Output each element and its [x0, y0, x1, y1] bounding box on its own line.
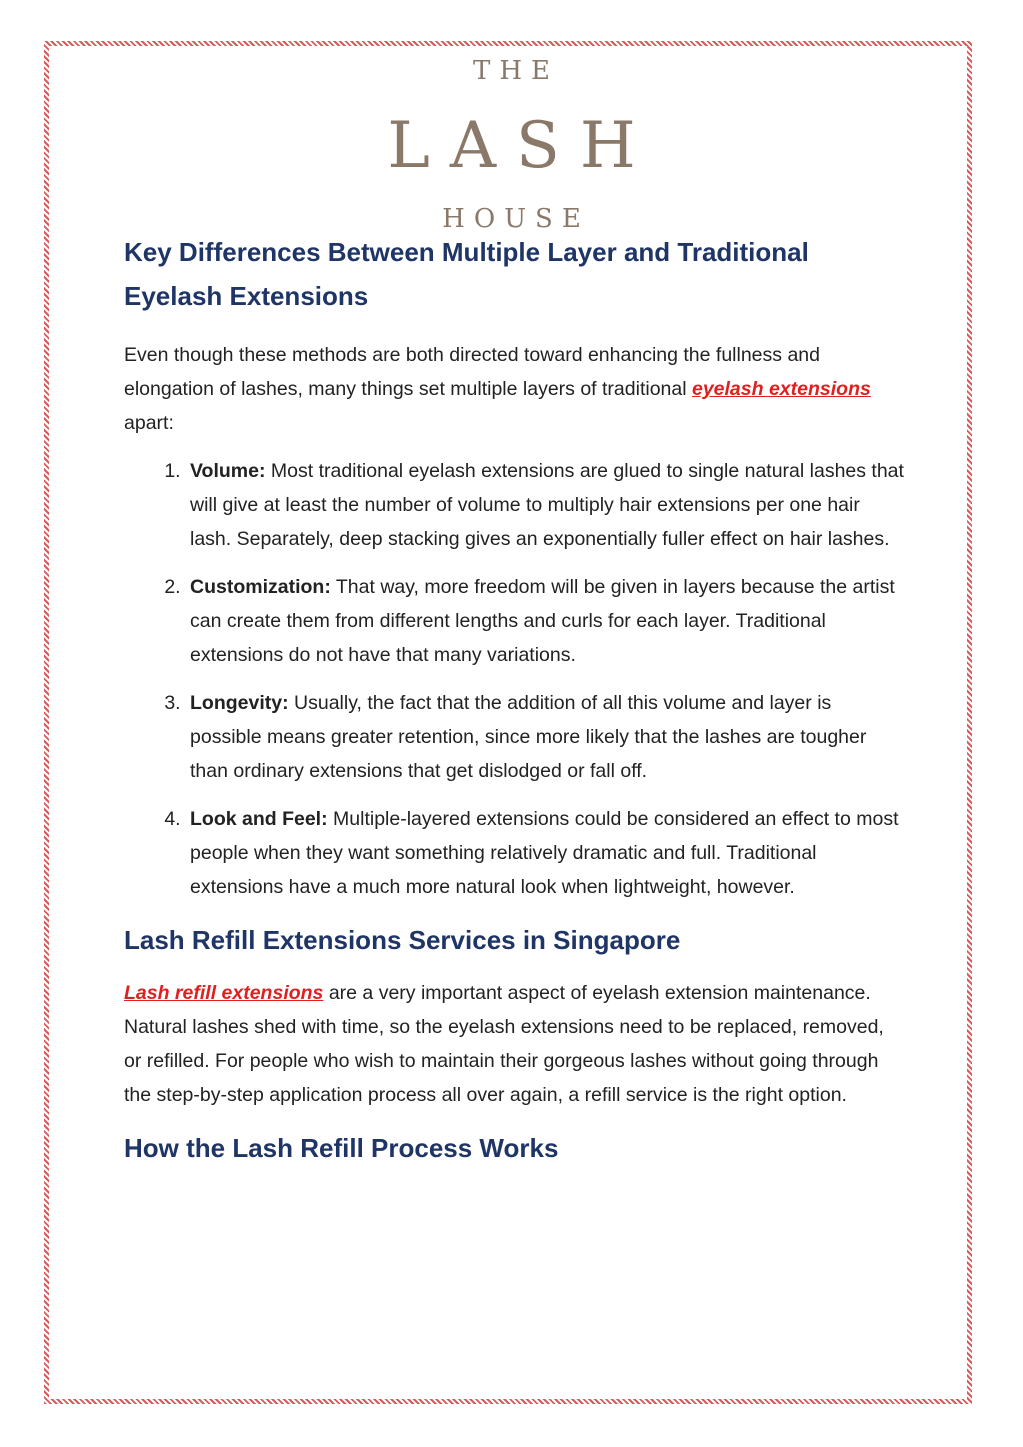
- brand-logo: [0, 56, 1023, 234]
- list-item-text: Usually, the fact that the addition of all this volume and layer is possible means greater retention, since more likely that the lashes are tougher than ordinary extensions that get dislodged or fall off.: [190, 692, 867, 782]
- logo-bottom-text: HOUSE: [442, 204, 590, 234]
- list-item-label: Longevity:: [190, 692, 289, 714]
- logo-main-text: [0, 108, 1023, 184]
- list-item-text: Multiple-layered extensions could be considered an effect to most people when they want something relatively dramatic and full. Traditional extensions have a much more natural look when lightweight, however.: [190, 808, 899, 898]
- list-item: [186, 454, 904, 556]
- refill-paragraph: [124, 976, 904, 1112]
- list-item-label: Look and Feel:: [190, 808, 328, 830]
- logo-main-letters: LASH: [387, 109, 656, 183]
- section-heading-key-differences: Key Differences Between Multiple Layer and Traditional Eyelash Extensions: [124, 237, 809, 311]
- logo-top-text: THE: [473, 56, 559, 86]
- list-item: [186, 802, 904, 904]
- differences-list: [124, 454, 904, 904]
- section-heading-refill-services: Lash Refill Extensions Services in Singapore: [124, 925, 681, 955]
- document-content: [124, 230, 904, 1170]
- refill-text: are a very important aspect of eyelash extension maintenance. Natural lashes shed with time, so the eyelash extensions need to be replaced, removed, or refilled. For people who wish to maintain their gorgeous lashes without going through the step-by-step application process all over again, a refill service is the right option.: [124, 982, 884, 1106]
- section-heading-refill-process: How the Lash Refill Process Works: [124, 1133, 559, 1163]
- list-item: [186, 570, 904, 672]
- list-item-label: Customization:: [190, 576, 331, 598]
- eyelash-extensions-link[interactable]: eyelash extensions: [691, 378, 871, 400]
- intro-paragraph: [124, 338, 904, 440]
- list-item-label: Volume:: [190, 460, 266, 482]
- list-item-text: Most traditional eyelash extensions are glued to single natural lashes that will give at least the number of volume to multiply hair extensions per one hair lash. Separately, deep stacking gives an exponentially fuller effect on hair lashes.: [190, 460, 904, 550]
- intro-text-after: apart:: [124, 412, 174, 434]
- list-item-text: That way, more freedom will be given in layers because the artist can create them from different lengths and curls for each layer. Traditional extensions do not have that many variations.: [190, 576, 895, 666]
- intro-text-before: Even though these methods are both directed toward enhancing the fullness and elongation of lashes, many things set multiple layers of traditional: [124, 344, 820, 400]
- list-item: [186, 686, 904, 788]
- lash-refill-extensions-link[interactable]: Lash refill extensions: [124, 982, 324, 1004]
